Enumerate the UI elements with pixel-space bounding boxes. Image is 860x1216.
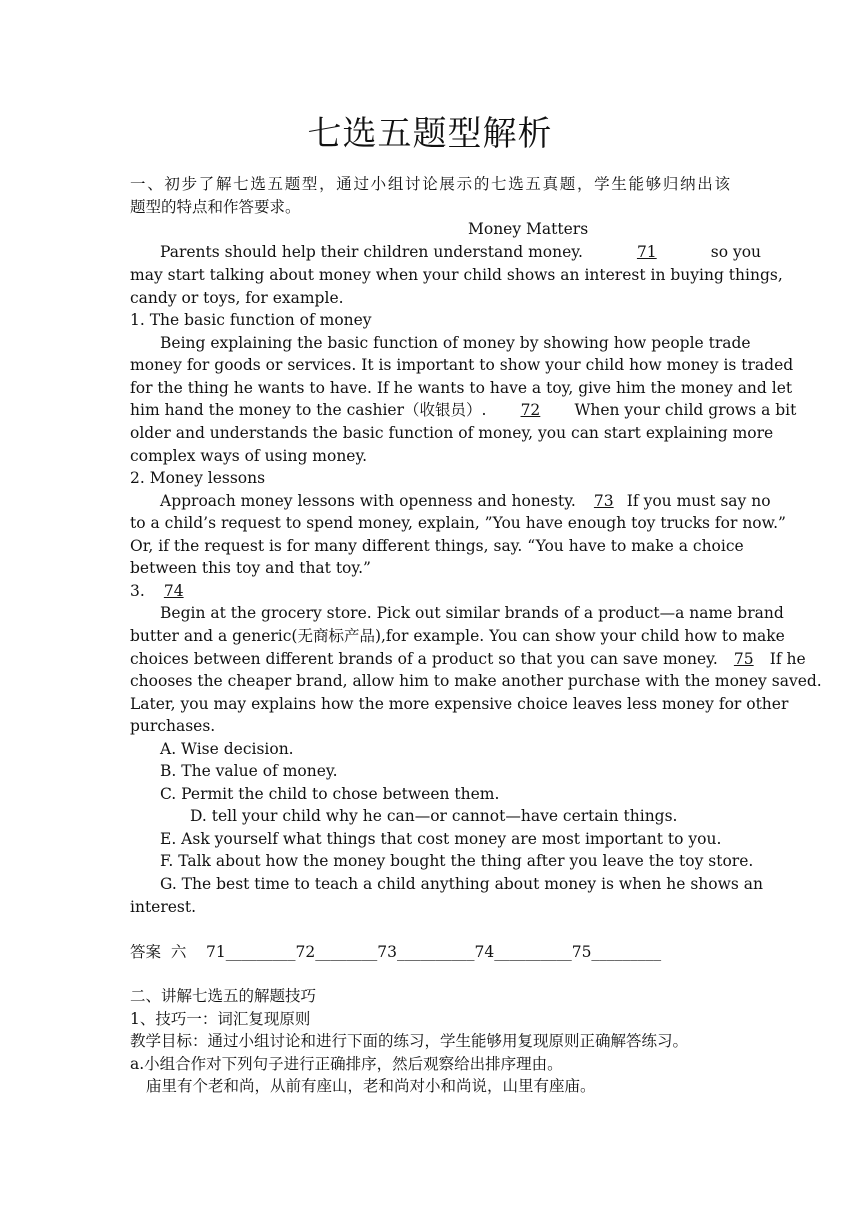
p3-text-a: Approach money lessons with openness and honesty. [160,492,576,510]
section1-intro-line1: 一、初步了解七选五题型，通过小组讨论展示的七选五真题，学生能够归纳出该 [130,175,730,193]
passage-p1-line3: candy or toys, for example. [130,289,344,307]
teaching-goal: 教学目标：通过小组讨论和进行下面的练习，学生能够用复现原则正确解答练习。 [130,1032,689,1050]
blank-73: 73 [593,492,614,510]
answer-line: 答案 六 71_________72________73__________74__________75_________ [130,943,662,961]
section1-intro-line2: 题型的特点和作答要求。 [130,198,301,216]
option-b: B. The value of money. [160,762,338,780]
option-f: F. Talk about how the money bought the thing after you leave the toy store. [160,852,754,870]
passage-heading: Money Matters [468,220,589,238]
passage-p4-line1: Begin at the grocery store. Pick out similar brands of a product—a name brand [160,604,784,622]
p4-text-a: choices between different brands of a product so that you can save money. [130,650,718,668]
page-title: 七选五题型解析 [307,114,553,154]
p2-text-a: him hand the money to the cashier（收银员）. [130,401,487,419]
p3-text-b: If you must say no [626,492,771,510]
option-e: E. Ask yourself what things that cost money are most important to you. [160,830,722,848]
blank-72: 72 [520,401,541,419]
section-heading-3 [130,580,730,603]
passage-p3-line3: Or, if the request is for many different things, say. “You have to make a choice [130,537,744,555]
passage-p2-line4 [130,399,797,422]
passage-p3-line2: to a child’s request to spend money, explain, ”You have enough toy trucks for now.” [130,514,786,532]
passage-p1-line2: may start talking about money when your child shows an interest in buying things, [130,266,783,284]
passage-p2-line1: Being explaining the basic function of money by showing how people trade [160,334,751,352]
option-g-cont: interest. [130,898,197,916]
tip1-heading: 1、技巧一：词汇复现原则 [130,1010,311,1028]
passage-p4-line2: butter and a generic(无商标产品),for example. You can show your child how to make [130,627,785,645]
passage-p2-line3: for the thing he wants to have. If he wants to have a toy, give him the money and let [130,379,793,397]
passage-p2-line6: complex ways of using money. [130,447,368,465]
passage-p1-line1 [130,241,762,264]
section-heading-1: 1. The basic function of money [130,311,372,329]
p4-text-b: If he [769,650,806,668]
passage-p3-line1 [130,490,771,513]
blank-75: 75 [733,650,754,668]
blank-71: 71 [636,243,657,261]
passage-p2-line5: older and understands the basic function of money, you can start explaining more [130,424,774,442]
passage-p4-line6: purchases. [130,717,216,735]
option-d: D. tell your child why he can—or cannot—have certain things. [190,807,678,825]
section2-heading: 二、讲解七选五的解题技巧 [130,987,317,1005]
section-heading-2: 2. Money lessons [130,469,266,487]
p2-text-b: When your child grows a bit [574,401,797,419]
option-g: G. The best time to teach a child anything about money is when he shows an [160,875,763,893]
passage-p4-line3 [130,648,806,671]
passage-p4-line5: Later, you may explains how the more expensive choice leaves less money for other [130,695,789,713]
passage-p3-line4: between this toy and that toy.” [130,559,371,577]
p1-text-b: so you [710,243,762,261]
task-a: a.小组合作对下列句子进行正确排序，然后观察给出排序理由。 [130,1055,563,1073]
option-c: C. Permit the child to chose between them. [160,785,500,803]
passage-p4-line4: chooses the cheaper brand, allow him to make another purchase with the money saved. [130,672,822,690]
blank-74: 74 [163,582,184,600]
s3-prefix: 3. [130,582,145,600]
passage-p2-line2: money for goods or services. It is important to show your child how money is traded [130,356,794,374]
sentence-set: 庙里有个老和尚，从前有座山，老和尚对小和尚说，山里有座庙。 [146,1077,596,1095]
option-a: A. Wise decision. [160,740,294,758]
p1-text-a: Parents should help their children understand money. [160,243,583,261]
